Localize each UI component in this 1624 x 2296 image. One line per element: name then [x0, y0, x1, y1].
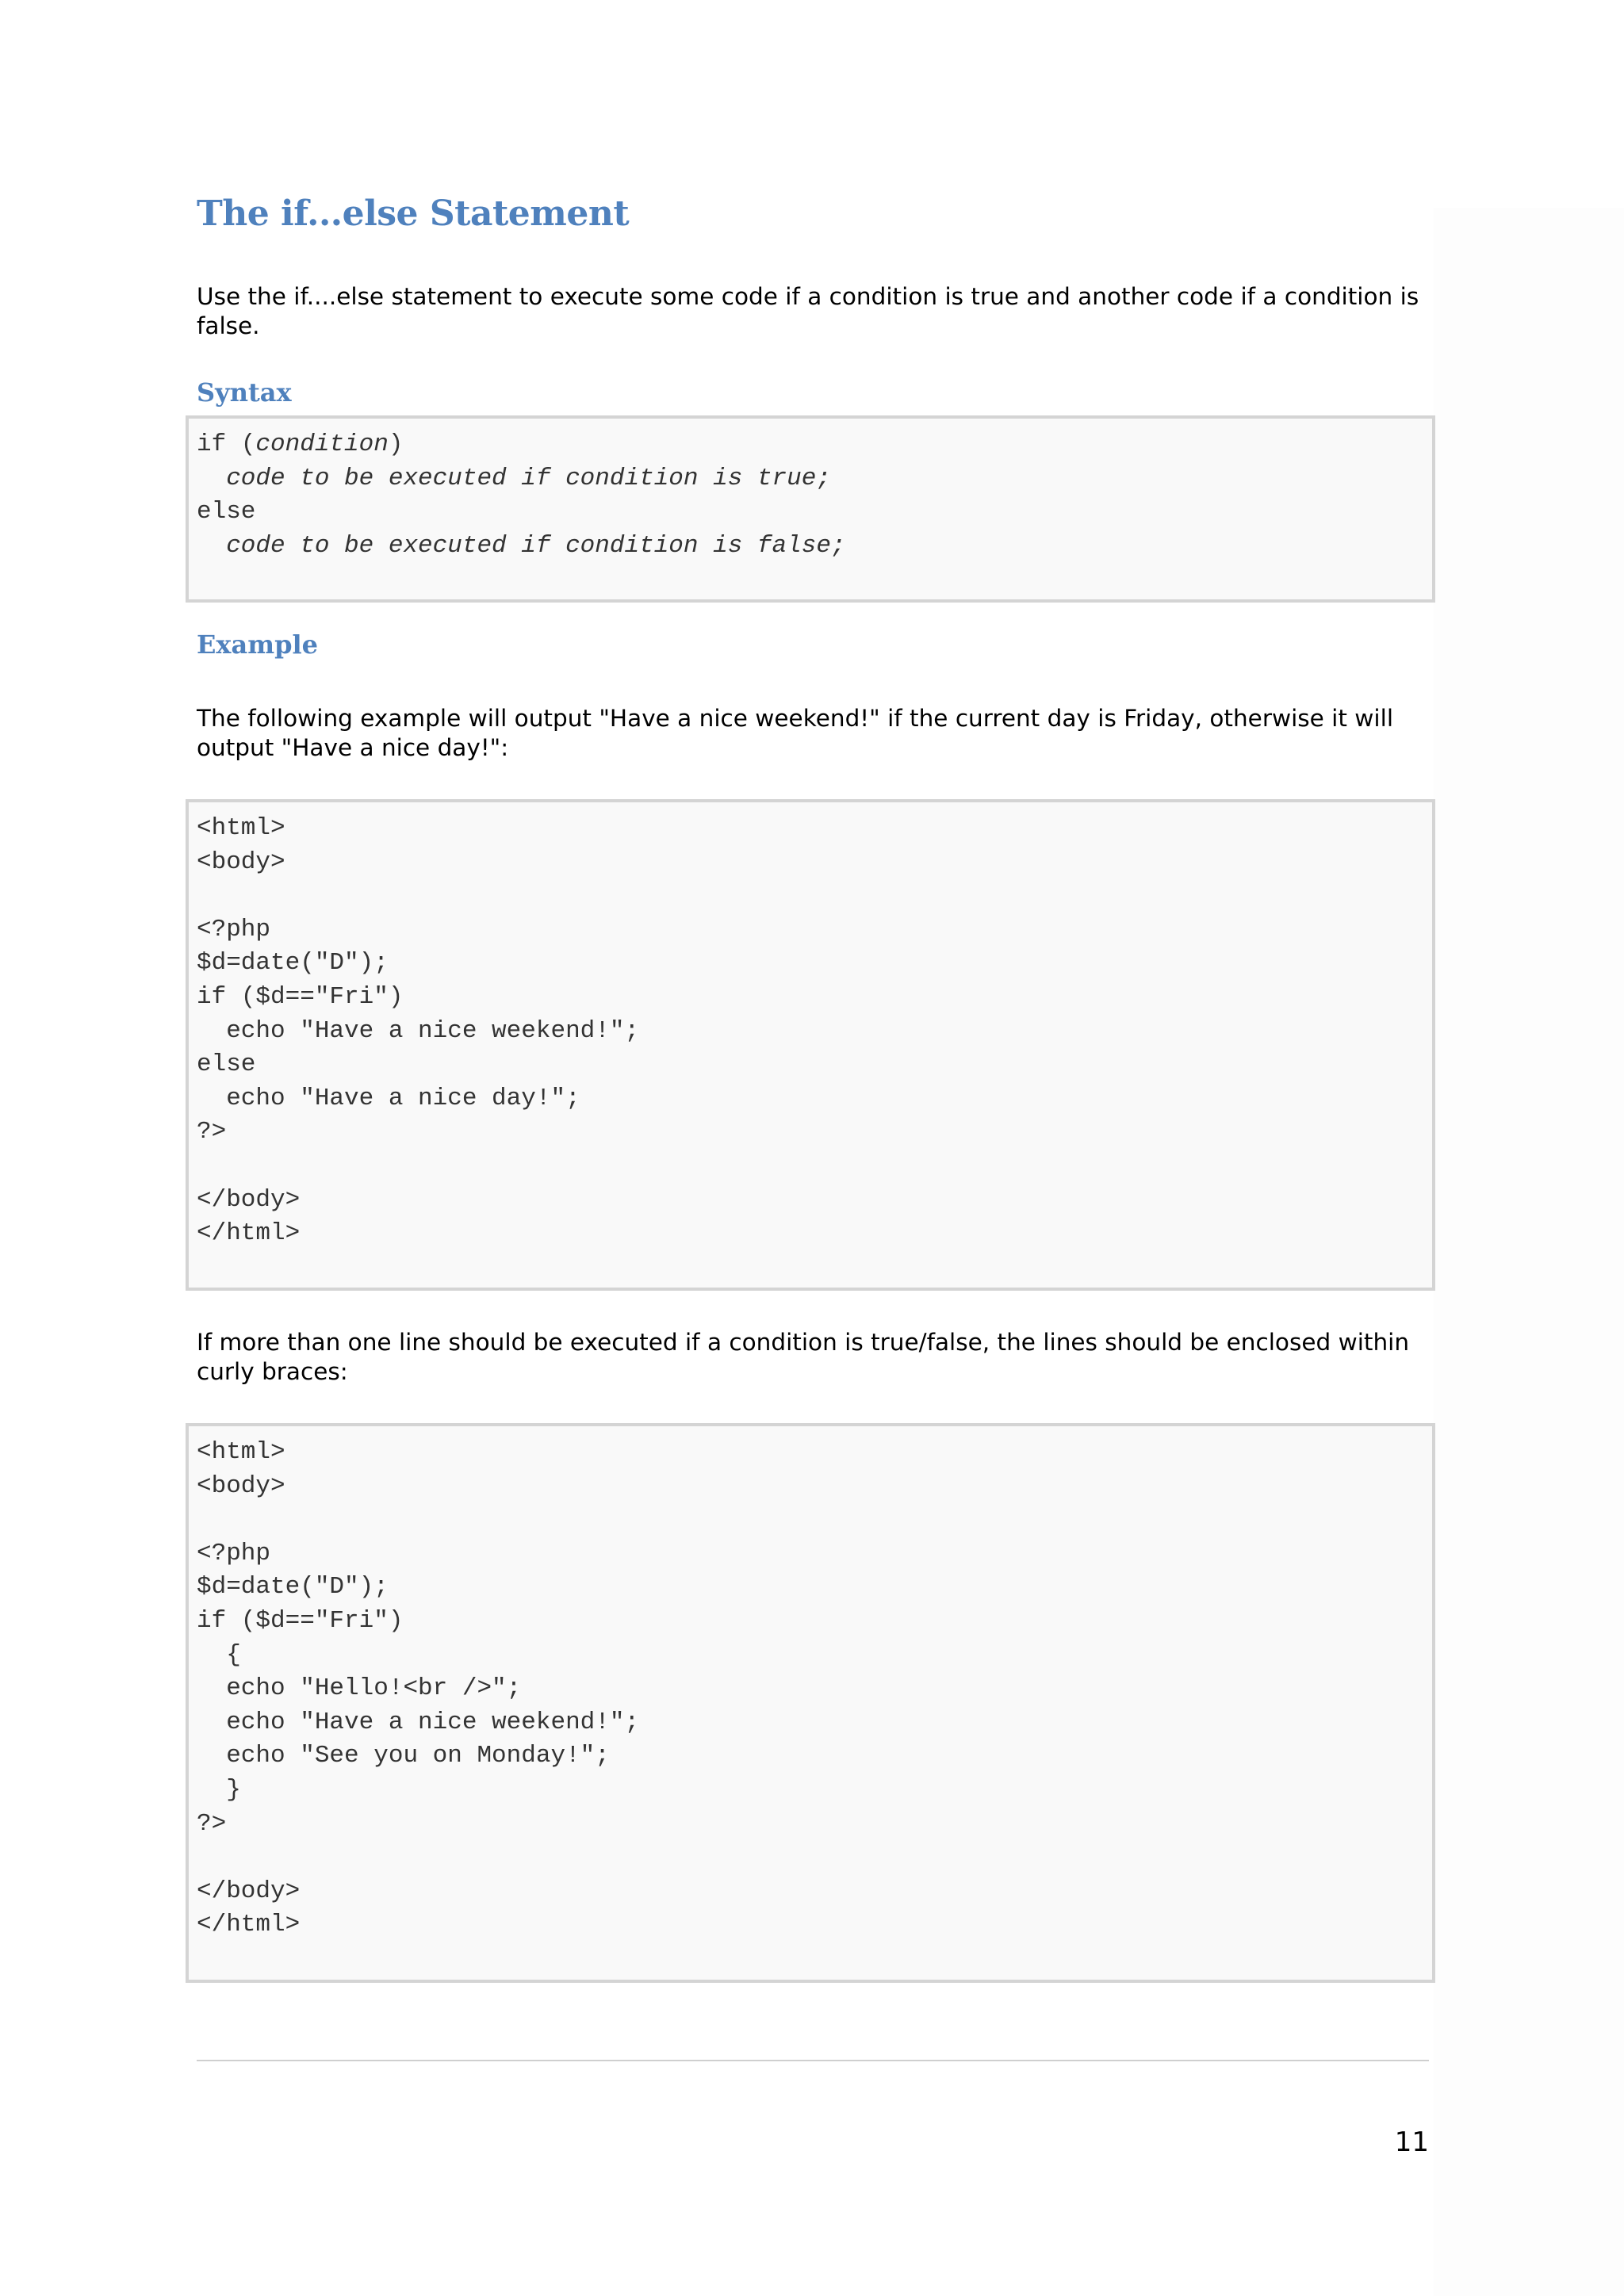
code-line: { — [197, 1640, 241, 1669]
code-line: echo "Hello!<br />"; — [197, 1674, 522, 1703]
syntax-heading: Syntax — [197, 377, 292, 408]
code-line: $d=date("D"); — [197, 949, 389, 978]
example-1-code-block — [186, 799, 1435, 1291]
intro-paragraph: Use the if....else statement to execute some code if a condition is true and another code if a condition is false. — [197, 283, 1419, 339]
code-line: </html> — [197, 1219, 301, 1248]
code-line: else — [197, 498, 256, 526]
code-line: echo "Have a nice weekend!"; — [197, 1016, 640, 1045]
section-title: The if...else Statement — [197, 193, 630, 234]
code-line: } — [197, 1775, 241, 1804]
code-line — [197, 1150, 1432, 1184]
code-line: <body> — [197, 848, 285, 876]
code-line — [197, 1503, 1432, 1537]
code-line: if ($d=="Fri") — [197, 1606, 404, 1635]
example-heading: Example — [197, 629, 318, 660]
page-shadow — [1434, 208, 1624, 2296]
code-line: if ($d=="Fri") — [197, 982, 404, 1011]
page-number: 11 — [1394, 2126, 1429, 2158]
code-line: else — [197, 1050, 256, 1079]
example-2-code-block — [186, 1423, 1435, 1983]
code-line: <html> — [197, 814, 285, 842]
syntax-code-block — [186, 415, 1435, 603]
code-line — [197, 879, 1432, 913]
footer-divider — [197, 2060, 1429, 2061]
code-line: echo "Have a nice weekend!"; — [197, 1708, 640, 1736]
code-line — [197, 1841, 1432, 1875]
code-line: code to be executed if condition is true; — [197, 464, 831, 492]
code-line: ?> — [197, 1118, 227, 1146]
code-line: if (condition) — [197, 430, 404, 458]
code-line: <body> — [197, 1471, 285, 1500]
code-line: </body> — [197, 1877, 301, 1905]
code-line: echo "See you on Monday!"; — [197, 1742, 610, 1770]
code-line: code to be executed if condition is false; — [197, 531, 846, 560]
code-line: $d=date("D"); — [197, 1573, 389, 1601]
code-line: echo "Have a nice day!"; — [197, 1084, 580, 1112]
code-line: <?php — [197, 915, 271, 943]
braces-intro-paragraph: If more than one line should be executed if a condition is true/false, the lines should be enclosed within curly braces: — [197, 1329, 1410, 1385]
code-line: </html> — [197, 1911, 301, 1939]
code-line: </body> — [197, 1185, 301, 1214]
code-line: <?php — [197, 1539, 271, 1567]
code-line: <html> — [197, 1438, 285, 1466]
code-line: ?> — [197, 1809, 227, 1838]
example-intro-paragraph: The following example will output "Have a nice weekend!" if the current day is Friday, otherwise it will output "Have a nice day!": — [197, 705, 1394, 761]
